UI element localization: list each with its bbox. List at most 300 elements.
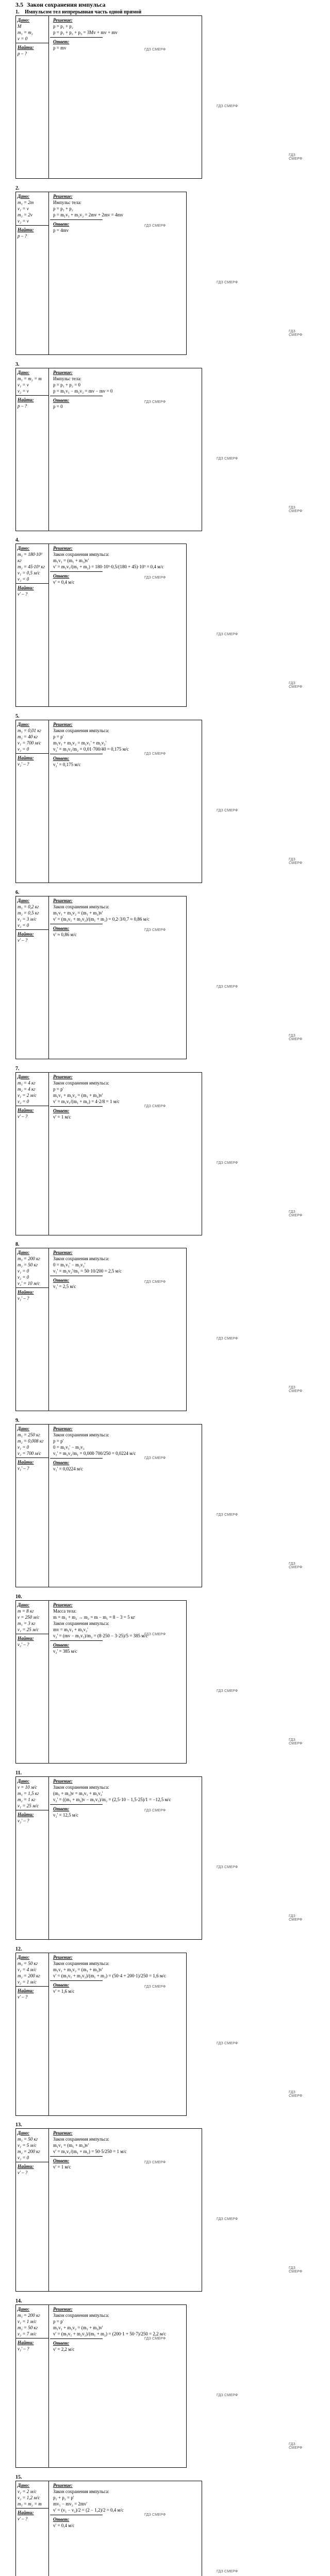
given-column — [16, 368, 49, 531]
solution-column — [50, 1601, 186, 1763]
given-value: v₂ = 1,2 м/с — [18, 2495, 40, 2500]
given-column — [16, 1248, 49, 1411]
solution-column — [50, 1777, 202, 1939]
given-value: v₂ = 0 — [18, 1275, 29, 1280]
watermark-stamp: ГДЗ СМЕРФ — [289, 506, 303, 513]
solution-line: Закон сохранения импульса: — [53, 1785, 109, 1790]
solution-label: Решение: — [53, 1778, 73, 1784]
solution-line: p = p' — [53, 2319, 64, 2324]
answer-label: Ответ: — [53, 2158, 70, 2163]
problem-number: 11. — [15, 1770, 22, 1776]
given-divider — [16, 225, 48, 226]
find-label: Найти: — [18, 1812, 34, 1817]
solution-line: Закон сохранения импульса: — [53, 728, 109, 733]
problem-box — [15, 192, 187, 355]
given-value: m₁ = m₂ = m — [18, 376, 42, 381]
find-value: p – ? — [18, 51, 27, 56]
given-value: m₁ = 50 кг — [18, 2137, 38, 2142]
given-value: m₂ = 0,5 кг — [18, 910, 39, 916]
problem-12 — [15, 1946, 304, 2116]
answer-label: Ответ: — [53, 1278, 70, 1283]
solution-label: Решение: — [53, 1074, 73, 1079]
solution-line: m₁v₁ = (m₁ + m₂)v' — [53, 558, 89, 563]
answer-row — [50, 1106, 103, 1121]
solution-column — [50, 544, 186, 706]
given-value: m₁ = 250 кг — [18, 1432, 40, 1437]
answer-label: Ответ: — [53, 926, 70, 931]
problem-number: 3. — [15, 362, 20, 367]
watermark-stamp: ГДЗ СМЕРФ — [289, 1386, 303, 1393]
watermark-stamp: ГДЗ СМЕРФ — [144, 1105, 166, 1108]
answer-value: v' ≈ 0,86 м/с — [53, 932, 77, 937]
solution-line: mv = m₁v₁ + m₂v₂' — [53, 1627, 88, 1632]
watermark-stamp: ГДЗ СМЕРФ — [144, 1456, 166, 1460]
answer-value: v' = 1 м/с — [53, 2164, 71, 2170]
given-value: m₁ = m₂ = m — [18, 2501, 42, 2506]
solution-line: m₁v₁ + m₂v₂ = m₁v₁' + m₂v₂' — [53, 740, 107, 745]
given-label: Дано: — [18, 1955, 30, 1960]
problem-number: 14. — [15, 2298, 22, 2304]
find-value: v' – ? — [18, 1994, 28, 1999]
solution-label: Решение: — [53, 2130, 73, 2136]
given-label: Дано: — [18, 2483, 30, 2488]
given-label: Дано: — [18, 1250, 30, 1255]
solution-line: Закон сохранения импульса: — [53, 1621, 109, 1626]
watermark-stamp: ГДЗ СМЕРФ — [289, 1738, 303, 1745]
given-label: Дано: — [18, 194, 30, 199]
given-value: m₂ = 1 кг — [18, 1797, 36, 1802]
given-value: m₂ = 40 кг — [18, 734, 38, 739]
watermark-stamp: ГДЗ СМЕРФ — [217, 1513, 238, 1517]
watermark-stamp: ГДЗ СМЕРФ — [144, 400, 166, 404]
solution-line: v' = (m₁v₁ + m₂v₂)/(m₁ + m₂) = 0,2·3/0,7 ≈ 0,86 м/с — [53, 917, 150, 922]
solution-label: Решение: — [53, 370, 73, 375]
solution-line: p = p' — [53, 734, 64, 739]
problem-box — [15, 2128, 202, 2292]
find-label: Найти: — [18, 1636, 34, 1641]
watermark-stamp: ГДЗ СМЕРФ — [217, 2570, 238, 2573]
given-value: v = 250 м/с — [18, 1615, 40, 1620]
problem-box — [15, 1072, 202, 1235]
find-value: v₁' – ? — [18, 1466, 29, 1471]
given-divider — [16, 395, 48, 396]
problem-number: 8. — [15, 1242, 20, 1247]
given-value: m₂ = 50 кг — [18, 2325, 38, 2330]
given-value: v₁ = 4 м/с — [18, 1967, 37, 1972]
given-label: Дано: — [18, 722, 30, 727]
given-value: v₁ = 2 м/с — [18, 1093, 37, 1098]
given-label: Дано: — [18, 18, 30, 23]
find-value: p – ? — [18, 233, 27, 239]
problem-6 — [15, 890, 304, 1059]
watermark-stamp: ГДЗ СМЕРФ — [144, 1633, 166, 1636]
solution-line: p = p' — [53, 1438, 64, 1444]
answer-value: v₂' = 385 м/с — [53, 1649, 77, 1654]
problem-box — [15, 1776, 202, 1940]
given-value: m₁ = 50 кг — [18, 1961, 38, 1966]
problem-13 — [15, 2122, 304, 2292]
problem-box — [15, 720, 202, 883]
watermark-stamp: ГДЗ СМЕРФ — [217, 2042, 238, 2045]
given-label: Дано: — [18, 2130, 30, 2136]
find-label: Найти: — [18, 1108, 34, 1113]
watermark-stamp: ГДЗ СМЕРФ — [289, 154, 303, 161]
find-label: Найти: — [18, 931, 34, 937]
answer-value: v' = 0,4 м/с — [53, 580, 75, 585]
watermark-stamp: ГДЗ СМЕРФ — [217, 457, 238, 461]
watermark-stamp: ГДЗ СМЕРФ — [144, 928, 166, 932]
find-value: p – ? — [18, 403, 27, 409]
solution-line: v₂' = m₁v₁/m₂ = 0,01·700/40 = 0,175 м/с — [53, 747, 129, 752]
given-value: m₂ = 0,008 кг — [18, 1438, 44, 1444]
answer-row — [50, 1980, 103, 1995]
answer-value: p = mv — [53, 45, 67, 50]
solution-label: Решение: — [53, 1426, 73, 1431]
given-label: Дано: — [18, 370, 30, 375]
given-value: m₁ = 3 кг — [18, 1621, 36, 1626]
answer-value: v' = 2,2 м/с — [53, 2347, 75, 2352]
given-column — [16, 1777, 49, 1939]
solution-label: Решение: — [53, 1602, 73, 1607]
problem-number: 2. — [15, 185, 20, 191]
given-value: m₂ = 4 кг — [18, 1087, 36, 1092]
find-label: Найти: — [18, 1290, 34, 1295]
answer-row — [50, 571, 103, 586]
given-value: v₁ = 3 м/с — [18, 917, 37, 922]
answer-row — [50, 1640, 103, 1655]
solution-line: m₁v₁ = (m₁ + m₂)v' — [53, 2143, 89, 2148]
solution-line: m₁v₁ + m₂v₂ = (m₁ + m₂)v' — [53, 1967, 103, 1972]
find-value: v₁' – ? — [18, 1296, 29, 1301]
watermark-stamp: ГДЗ СМЕРФ — [144, 2161, 166, 2164]
solution-line: v₂' = ((m₁ + m₂)v − m₁v₁)/m₂ = (2,5·10 − 1,5·25)/1 = −12,5 м/с — [53, 1797, 171, 1802]
given-label: Дано: — [18, 546, 30, 551]
solution-column — [50, 2305, 186, 2467]
answer-row — [50, 396, 103, 411]
solution-label: Решение: — [53, 722, 73, 727]
given-value: m₁ = 4 кг — [18, 1080, 36, 1086]
problem-number: 4. — [15, 537, 20, 543]
solution-line: v' = m₁v₁/(m₁ + m₂) = 180·10³·0,5/(180 + 45)·10³ = 0,4 м/с — [53, 564, 164, 569]
solution-line: v' = (m₁v₁ + m₂v₂)/(m₁ + m₂) = (200·1 + 50·7)/250 = 2,2 м/с — [53, 2331, 167, 2336]
problem-note: Импульсом тел непрерывная часть одной прямой — [25, 9, 142, 15]
given-value: v₂ = 0 — [18, 577, 29, 582]
find-label: Найти: — [18, 1988, 34, 1993]
answer-label: Ответ: — [53, 398, 70, 403]
given-value: m₁ = 1,5 кг — [18, 1791, 39, 1796]
problem-box — [15, 15, 202, 179]
solution-label: Решение: — [53, 2483, 73, 2488]
given-value: v₁ = v — [18, 206, 29, 211]
watermark-stamp: ГДЗ СМЕРФ — [217, 281, 238, 284]
given-label: Дано: — [18, 2307, 30, 2312]
solution-label: Решение: — [53, 898, 73, 903]
solution-line: Импульс тела: — [53, 200, 81, 205]
find-value: v' – ? — [18, 2516, 28, 2521]
answer-row — [50, 754, 103, 769]
answer-value: v' = 0,4 м/с — [53, 2523, 75, 2528]
find-label: Найти: — [18, 227, 34, 232]
find-label: Найти: — [18, 2340, 34, 2345]
problem-box — [15, 368, 202, 531]
given-divider — [16, 753, 48, 754]
answer-row — [50, 2515, 103, 2530]
problem-15 — [15, 2475, 304, 2576]
problem-2 — [15, 185, 304, 355]
solution-line: Закон сохранения импульса: — [53, 2137, 109, 2142]
answer-row — [50, 1276, 103, 1291]
watermark-stamp: ГДЗ СМЕРФ — [289, 1210, 303, 1217]
watermark-stamp: ГДЗ СМЕРФ — [217, 1337, 238, 1341]
solution-line: m₁v₁ + m₂v₂ = (m₁ + m₂)v' — [53, 910, 103, 916]
watermark-stamp: ГДЗ СМЕРФ — [289, 858, 303, 865]
problem-number: 1. — [15, 9, 20, 15]
given-value: v = 0 — [18, 36, 28, 41]
given-divider — [16, 2508, 48, 2509]
solution-line: p = p₁ + p₂ + p₃ = 3Mv + mv + mv — [53, 30, 118, 35]
problem-number: 5. — [15, 714, 20, 719]
given-divider — [16, 929, 48, 930]
solution-label: Решение: — [53, 1955, 73, 1960]
answer-row — [50, 2338, 103, 2353]
answer-label: Ответ: — [53, 1806, 70, 1811]
solution-line: Закон сохранения импульса: — [53, 1256, 109, 1261]
given-column — [16, 16, 49, 178]
watermark-stamp: ГДЗ СМЕРФ — [144, 2513, 166, 2517]
given-column — [16, 2481, 49, 2576]
find-label: Найти: — [18, 585, 34, 590]
problem-number: 7. — [15, 1066, 20, 1072]
problem-1 — [15, 9, 304, 179]
solution-column — [50, 1953, 186, 2115]
find-value: v₂' – ? — [18, 761, 29, 767]
solution-label: Решение: — [53, 194, 73, 199]
solution-line: 0 = m₁v₁' − m₂v₂' — [53, 1262, 86, 1267]
solution-line: p = p₁ + p₂ — [53, 24, 73, 29]
solution-line: 0 = m₁v₁' − m₂v₂ — [53, 1445, 85, 1450]
answer-label: Ответ: — [53, 1982, 70, 1988]
solution-column — [50, 2481, 202, 2576]
given-value: v₂ = v — [18, 388, 29, 394]
find-value: v' – ? — [18, 1114, 28, 1119]
given-value: v₁ = 25 м/с — [18, 1803, 39, 1808]
given-value: v₂' = 10 м/с — [18, 1281, 40, 1286]
answer-value: v₂' = 0,175 м/с — [53, 762, 81, 767]
given-value: v₁ = 1 м/с — [18, 2319, 37, 2324]
answer-label: Ответ: — [53, 2517, 70, 2522]
solution-line: v₁' = m₂v₂'/m₁ = 50·10/200 = 2,5 м/с — [53, 1268, 122, 1274]
given-divider — [16, 1986, 48, 1987]
solution-label: Решение: — [53, 546, 73, 551]
watermark-stamp: ГДЗ СМЕРФ — [144, 1809, 166, 1812]
given-value: m = 8 кг — [18, 1608, 34, 1614]
problem-box — [15, 1600, 187, 1764]
find-value: v₂' – ? — [18, 1818, 29, 1823]
given-value: m₂ = 50 кг — [18, 1262, 38, 1267]
watermark-stamp: ГДЗ СМЕРФ — [289, 1034, 303, 1041]
given-value: v₁ = 0,5 м/с — [18, 570, 40, 575]
solution-line: Импульс тела: — [53, 376, 81, 381]
given-column — [16, 896, 49, 1059]
watermark-stamp: ГДЗ СМЕРФ — [144, 224, 166, 228]
watermark-stamp: ГДЗ СМЕРФ — [217, 1866, 238, 1869]
solution-line: v' = (v₁ − v₂)/2 = (2 − 1,2)/2 = 0,4 м/с — [53, 2507, 124, 2513]
solution-line: mv₁ − mv₂ = 2mv' — [53, 2501, 88, 2506]
answer-label: Ответ: — [53, 1642, 70, 1648]
problem-number: 12. — [15, 1946, 22, 1952]
watermark-stamp: ГДЗ СМЕРФ — [217, 633, 238, 636]
problem-4 — [15, 537, 304, 707]
given-column — [16, 1425, 49, 1587]
given-column — [16, 1601, 49, 1763]
problem-box — [15, 896, 187, 1059]
watermark-stamp: ГДЗ СМЕРФ — [217, 1161, 238, 1165]
find-label: Найти: — [18, 397, 34, 402]
watermark-stamp: ГДЗ СМЕРФ — [289, 330, 303, 337]
given-value: M — [18, 24, 22, 29]
problem-9 — [15, 1418, 304, 1587]
watermark-stamp: ГДЗ СМЕРФ — [144, 48, 166, 52]
given-value: v₂ = 0 — [18, 2155, 29, 2160]
find-label: Найти: — [18, 755, 34, 760]
solution-line: p = m₁v₁ − m₂v₂ = mv − mv = 0 — [53, 388, 113, 394]
solution-column — [50, 1425, 202, 1587]
problem-box — [15, 1424, 202, 1587]
watermark-stamp: ГДЗ СМЕРФ — [289, 2443, 303, 2450]
given-value: m₁ = 2m — [18, 200, 34, 205]
find-label: Найти: — [18, 2510, 34, 2515]
solution-line: Масса тела: — [53, 1608, 77, 1614]
answer-row — [50, 37, 103, 52]
answer-label: Ответ: — [53, 1460, 70, 1465]
find-value: v' – ? — [18, 938, 28, 943]
given-value: v₂ = 7 м/с — [18, 2331, 37, 2336]
solution-line: Закон сохранения импульса: — [53, 1080, 109, 1086]
find-value: v₂' – ? — [18, 1642, 29, 1647]
given-value: m₁ = 0,01 кг — [18, 728, 41, 733]
solution-line: p = p₁ + p₂ — [53, 206, 73, 211]
solution-line: p = m₁v₁ + m₂v₂ = 2mv + 2mv = 4mv — [53, 212, 123, 217]
solution-label: Решение: — [53, 18, 73, 23]
solution-column — [50, 1073, 202, 1235]
solution-line: v₁' = m₂v₂/m₁ = 0,008·700/250 = 0,0224 м/с — [53, 1451, 136, 1456]
given-column — [16, 544, 49, 706]
given-value: m₁ = 0,2 кг — [18, 904, 39, 909]
find-value: v₁' – ? — [18, 2346, 29, 2351]
problem-8 — [15, 1242, 304, 1411]
watermark-stamp: ГДЗ СМЕРФ — [289, 682, 303, 689]
given-value: m₁ = m₂ — [18, 30, 33, 35]
given-column — [16, 1073, 49, 1235]
solution-line: p = p' — [53, 1087, 64, 1092]
problem-box — [15, 544, 187, 707]
problem-number: 15. — [15, 2475, 22, 2480]
given-value: v = 10 м/с — [18, 1785, 38, 1790]
watermark-stamp: ГДЗ СМЕРФ — [289, 2266, 303, 2274]
watermark-stamp: ГДЗ СМЕРФ — [144, 1985, 166, 1989]
given-value: v₂ = 700 м/с — [18, 1451, 41, 1456]
solution-column — [50, 16, 202, 178]
solution-line: m₁v₁ + m₂v₂ = (m₁ + m₂)v' — [53, 1093, 103, 1098]
find-label: Найти: — [18, 1460, 34, 1465]
given-value: v₁ = 5 м/с — [18, 2143, 37, 2148]
solution-label: Решение: — [53, 2307, 73, 2312]
watermark-stamp: ГДЗ СМЕРФ — [217, 809, 238, 812]
solution-column — [50, 2129, 202, 2291]
given-divider — [16, 1287, 48, 1288]
solution-line: v' = m₁v₁/(m₁ + m₂) = 4·2/8 = 1 м/с — [53, 1099, 120, 1104]
solution-column — [50, 368, 202, 531]
solution-column — [50, 896, 186, 1059]
answer-label: Ответ: — [53, 1108, 70, 1113]
solution-line: v' = m₁v₁/(m₁ + m₂) = 50·5/250 = 1 м/с — [53, 2149, 127, 2154]
given-divider — [16, 583, 48, 584]
given-value: m₂ = 200 кг — [18, 1973, 40, 1978]
answer-value: v₁' = 2,5 м/с — [53, 1284, 76, 1289]
solution-line: Закон сохранения импульса: — [53, 2489, 109, 2494]
given-value: v₂ = 0 — [18, 1099, 29, 1104]
solution-column — [50, 1248, 186, 1411]
given-value: m₂ = 200 кг — [18, 2149, 40, 2154]
given-value: v₂ = 0 — [18, 923, 29, 928]
problem-box — [15, 2304, 187, 2468]
watermark-stamp: ГДЗ СМЕРФ — [144, 752, 166, 756]
problem-14 — [15, 2298, 304, 2468]
problem-11 — [15, 1770, 304, 1940]
find-value: v' – ? — [18, 591, 28, 597]
given-column — [16, 720, 49, 883]
given-value: m₁ = 200 кг — [18, 1256, 40, 1261]
solution-line: m = m₁ + m₂ → m₂ = m − m₁ = 8 − 3 = 5 кг — [53, 1615, 135, 1620]
given-value: v₂ = v — [18, 218, 29, 224]
watermark-stamp: ГДЗ СМЕРФ — [289, 1914, 303, 1922]
answer-label: Ответ: — [53, 2341, 70, 2346]
watermark-stamp: ГДЗ СМЕРФ — [217, 105, 238, 108]
watermark-stamp: ГДЗ СМЕРФ — [217, 2394, 238, 2397]
answer-label: Ответ: — [53, 39, 70, 44]
given-value: v₁ = 0 — [18, 1445, 29, 1450]
watermark-stamp: ГДЗ СМЕРФ — [217, 2217, 238, 2221]
solution-column — [50, 720, 202, 883]
answer-row — [50, 2156, 103, 2171]
given-value: v₂ = 0 — [18, 747, 29, 752]
given-column — [16, 192, 49, 354]
problem-number: 13. — [15, 2122, 22, 2128]
watermark-stamp: ГДЗ СМЕРФ — [144, 576, 166, 580]
answer-value: v₁' = 0,0224 м/с — [53, 1466, 84, 1471]
answer-value: v₂' = 12,5 м/с — [53, 1812, 79, 1818]
given-column — [16, 2305, 49, 2467]
solution-line: Закон сохранения импульса: — [53, 1432, 109, 1437]
problem-number: 6. — [15, 890, 20, 895]
solution-label: Решение: — [53, 1250, 73, 1255]
find-label: Найти: — [18, 45, 34, 50]
watermark-stamp: ГДЗ СМЕРФ — [144, 1280, 166, 1284]
answer-value: p = 4mv — [53, 228, 69, 233]
answer-value: v' = 1 м/с — [53, 1114, 71, 1120]
problem-7 — [15, 1066, 304, 1235]
problem-box — [15, 2481, 202, 2576]
watermark-stamp: ГДЗ СМЕРФ — [217, 1689, 238, 1693]
problem-box — [15, 1953, 187, 2116]
given-value: v₁ = 0 — [18, 1268, 29, 1274]
answer-row — [50, 219, 103, 234]
solution-line: Закон сохранения импульса: — [53, 1961, 109, 1966]
problem-10 — [15, 1594, 304, 1764]
given-label: Дано: — [18, 1602, 30, 1607]
problem-box — [15, 1248, 187, 1411]
find-value: v' – ? — [18, 2170, 28, 2175]
